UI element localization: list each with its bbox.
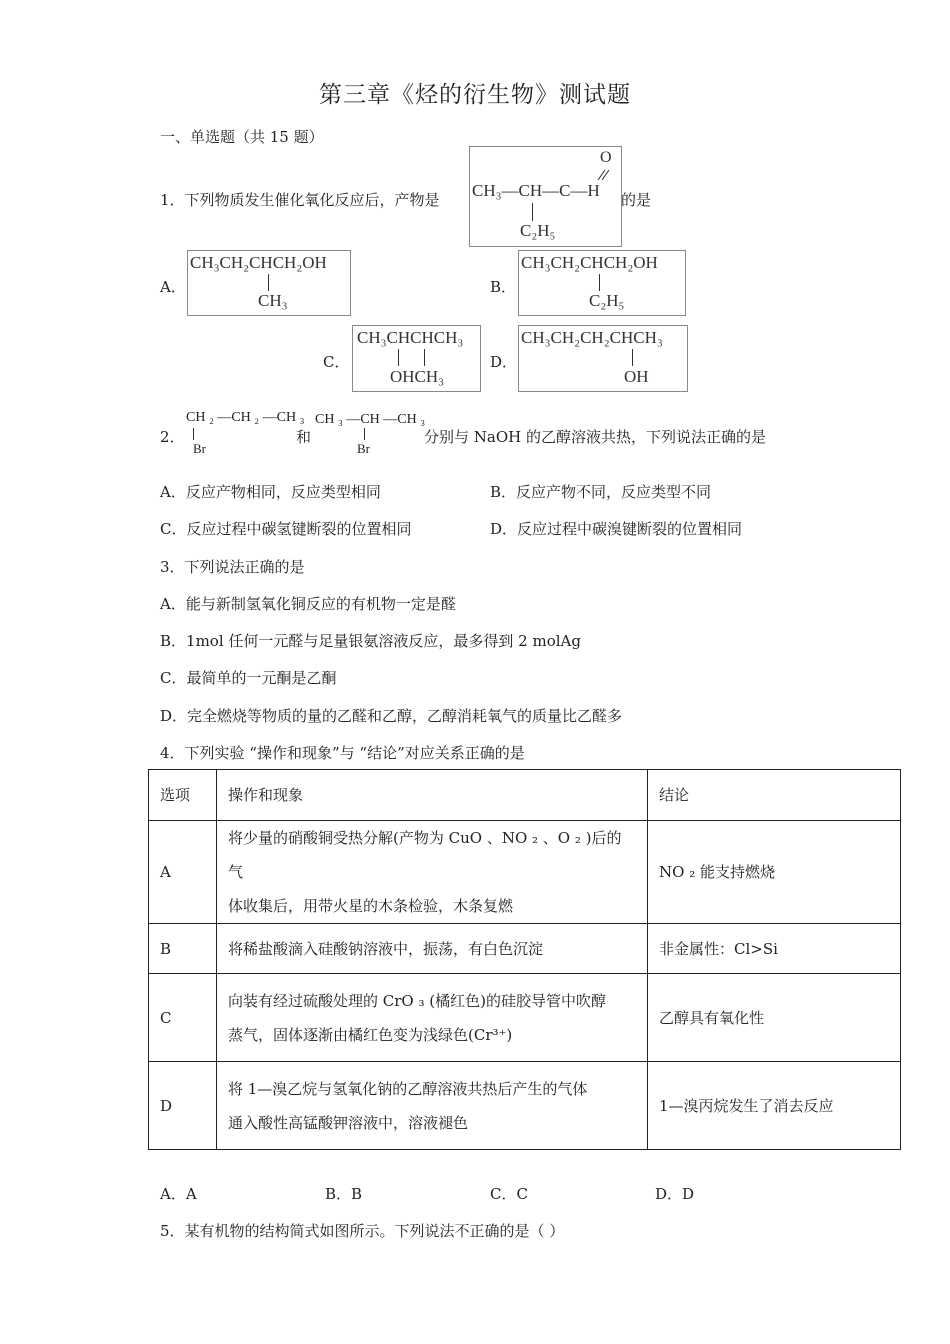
q1-option-b-structure [518,250,686,316]
header-operation: 操作和现象 [217,770,648,821]
operation-line-1: 将少量的硝酸铜受热分解(产物为 CuO 、NO ₂ 、O ₂ )后的气 [228,829,622,881]
option-d-chain: CH₃CH₂CH₂CHCH₃ [521,328,663,347]
q4-stem: 4．下列实验 “操作和现象”与 “结论”对应关系正确的是 [160,744,525,762]
q1-option-label[interactable]: D． [490,353,518,371]
row-conclusion: NO ₂ 能支持燃烧 [648,821,901,924]
q3-option-a[interactable]: A．能与新制氢氧化铜反应的有机物一定是醛 [160,595,456,613]
q1-option-a-structure [187,250,351,316]
option-b-chain: CH₃CH₂CHCH₂OH [521,253,658,272]
row-option: C [149,974,217,1062]
operation-line-2: 通入酸性高锰酸钾溶液中，溶液褪色 [228,1113,469,1132]
product-main-chain: CH₃—CH—C—H [472,181,600,200]
q3-option-c[interactable]: C．最简单的一元酮是乙酮 [160,669,337,687]
product-branch: C₂H₅ [520,221,556,240]
q1-stem-end: 的是 [621,191,652,209]
q2-option-b[interactable]: B．反应产物不同，反应类型不同 [490,483,712,501]
q4-answer-d[interactable]: D．D [655,1185,695,1203]
q1-stem: 1．下列物质发生催化氧化反应后，产物是 [160,191,440,209]
q1-product-structure [469,146,622,247]
option-c-branch: OHCH₃ [390,367,445,386]
q2-formula-2-br: Br [357,441,370,456]
q1-option-d-structure [518,325,688,392]
header-option: 选项 [149,770,217,821]
q2-formula-2: CH ₃ —CH —CH ₃ [315,412,426,427]
table-row [149,821,901,924]
option-b-branch: C₂H₅ [589,291,625,310]
q4-answer-a[interactable]: A．A [160,1185,197,1203]
row-option: D [149,1062,217,1150]
section-heading: 一、单选题（共 15 题） [160,128,324,146]
row-operation [217,1062,648,1150]
header-conclusion: 结论 [648,770,901,821]
q1-option-label[interactable]: C． [323,353,350,371]
page-title: 第三章《烃的衍生物》测试题 [319,82,631,108]
operation-line-1: 将 1—溴乙烷与氢氧化钠的乙醇溶液共热后产生的气体 [228,1079,588,1098]
option-a-branch: CH₃ [258,291,288,310]
table-row [149,1062,901,1150]
row-conclusion: 乙醇具有氧化性 [648,974,901,1062]
carbonyl-oxygen: O [600,149,612,166]
q2-option-a[interactable]: A．反应产物相同，反应类型相同 [160,483,381,501]
table-header-row [149,770,901,821]
q4-answer-c[interactable]: C．C [490,1185,528,1203]
q4-table [148,769,901,1150]
q1-option-label[interactable]: A． [160,278,186,296]
q1-option-c-structure [352,325,481,392]
operation-line-2: 体收集后，用带火星的木条检验，木条复燃 [228,897,514,915]
q2-stem: 分别与 NaOH 的乙醇溶液共热，下列说法正确的是 [424,428,766,446]
option-d-branch: OH [624,367,649,386]
option-c-chain: CH₃CHCHCH₃ [357,328,464,347]
row-operation [217,821,648,924]
q3-option-b[interactable]: B．1mol 任何一元醛与足量银氨溶液反应，最多得到 2 molAg [160,632,581,650]
operation-line-1: 向装有经过硫酸处理的 CrO ₃ (橘红色)的硅胶导管中吹醇 [228,991,606,1010]
q3-stem: 3．下列说法正确的是 [160,558,305,576]
q2-number: 2． [160,428,185,446]
q1-option-label[interactable]: B． [490,278,517,296]
row-conclusion: 1—溴丙烷发生了消去反应 [648,1062,901,1150]
row-operation [217,974,648,1062]
q2-formula-1: CH ₂ —CH ₂ —CH ₃ [186,410,305,425]
q5-stem: 5．某有机物的结构简式如图所示。下列说法不正确的是（ ） [160,1222,565,1240]
q2-and: 和 [296,428,312,446]
operation-line-2: 蒸气，固体逐渐由橘红色变为浅绿色(Cr³⁺) [228,1025,513,1044]
row-option: B [149,924,217,974]
row-option: A [149,821,217,924]
q2-formula-1-br: Br [193,441,206,456]
q2-option-d[interactable]: D．反应过程中碳溴键断裂的位置相同 [490,520,743,538]
table-row [149,924,901,974]
row-conclusion: 非金属性：Cl>Si [648,924,901,974]
row-operation: 将稀盐酸滴入硅酸钠溶液中，振荡，有白色沉淀 [217,924,648,974]
q3-option-d[interactable]: D．完全燃烧等物质的量的乙醛和乙醇，乙醇消耗氧气的质量比乙醛多 [160,707,623,725]
option-a-chain: CH₃CH₂CHCH₂OH [190,253,327,272]
q2-option-c[interactable]: C．反应过程中碳氢键断裂的位置相同 [160,520,412,538]
q4-answer-b[interactable]: B．B [325,1185,363,1203]
table-row [149,974,901,1062]
